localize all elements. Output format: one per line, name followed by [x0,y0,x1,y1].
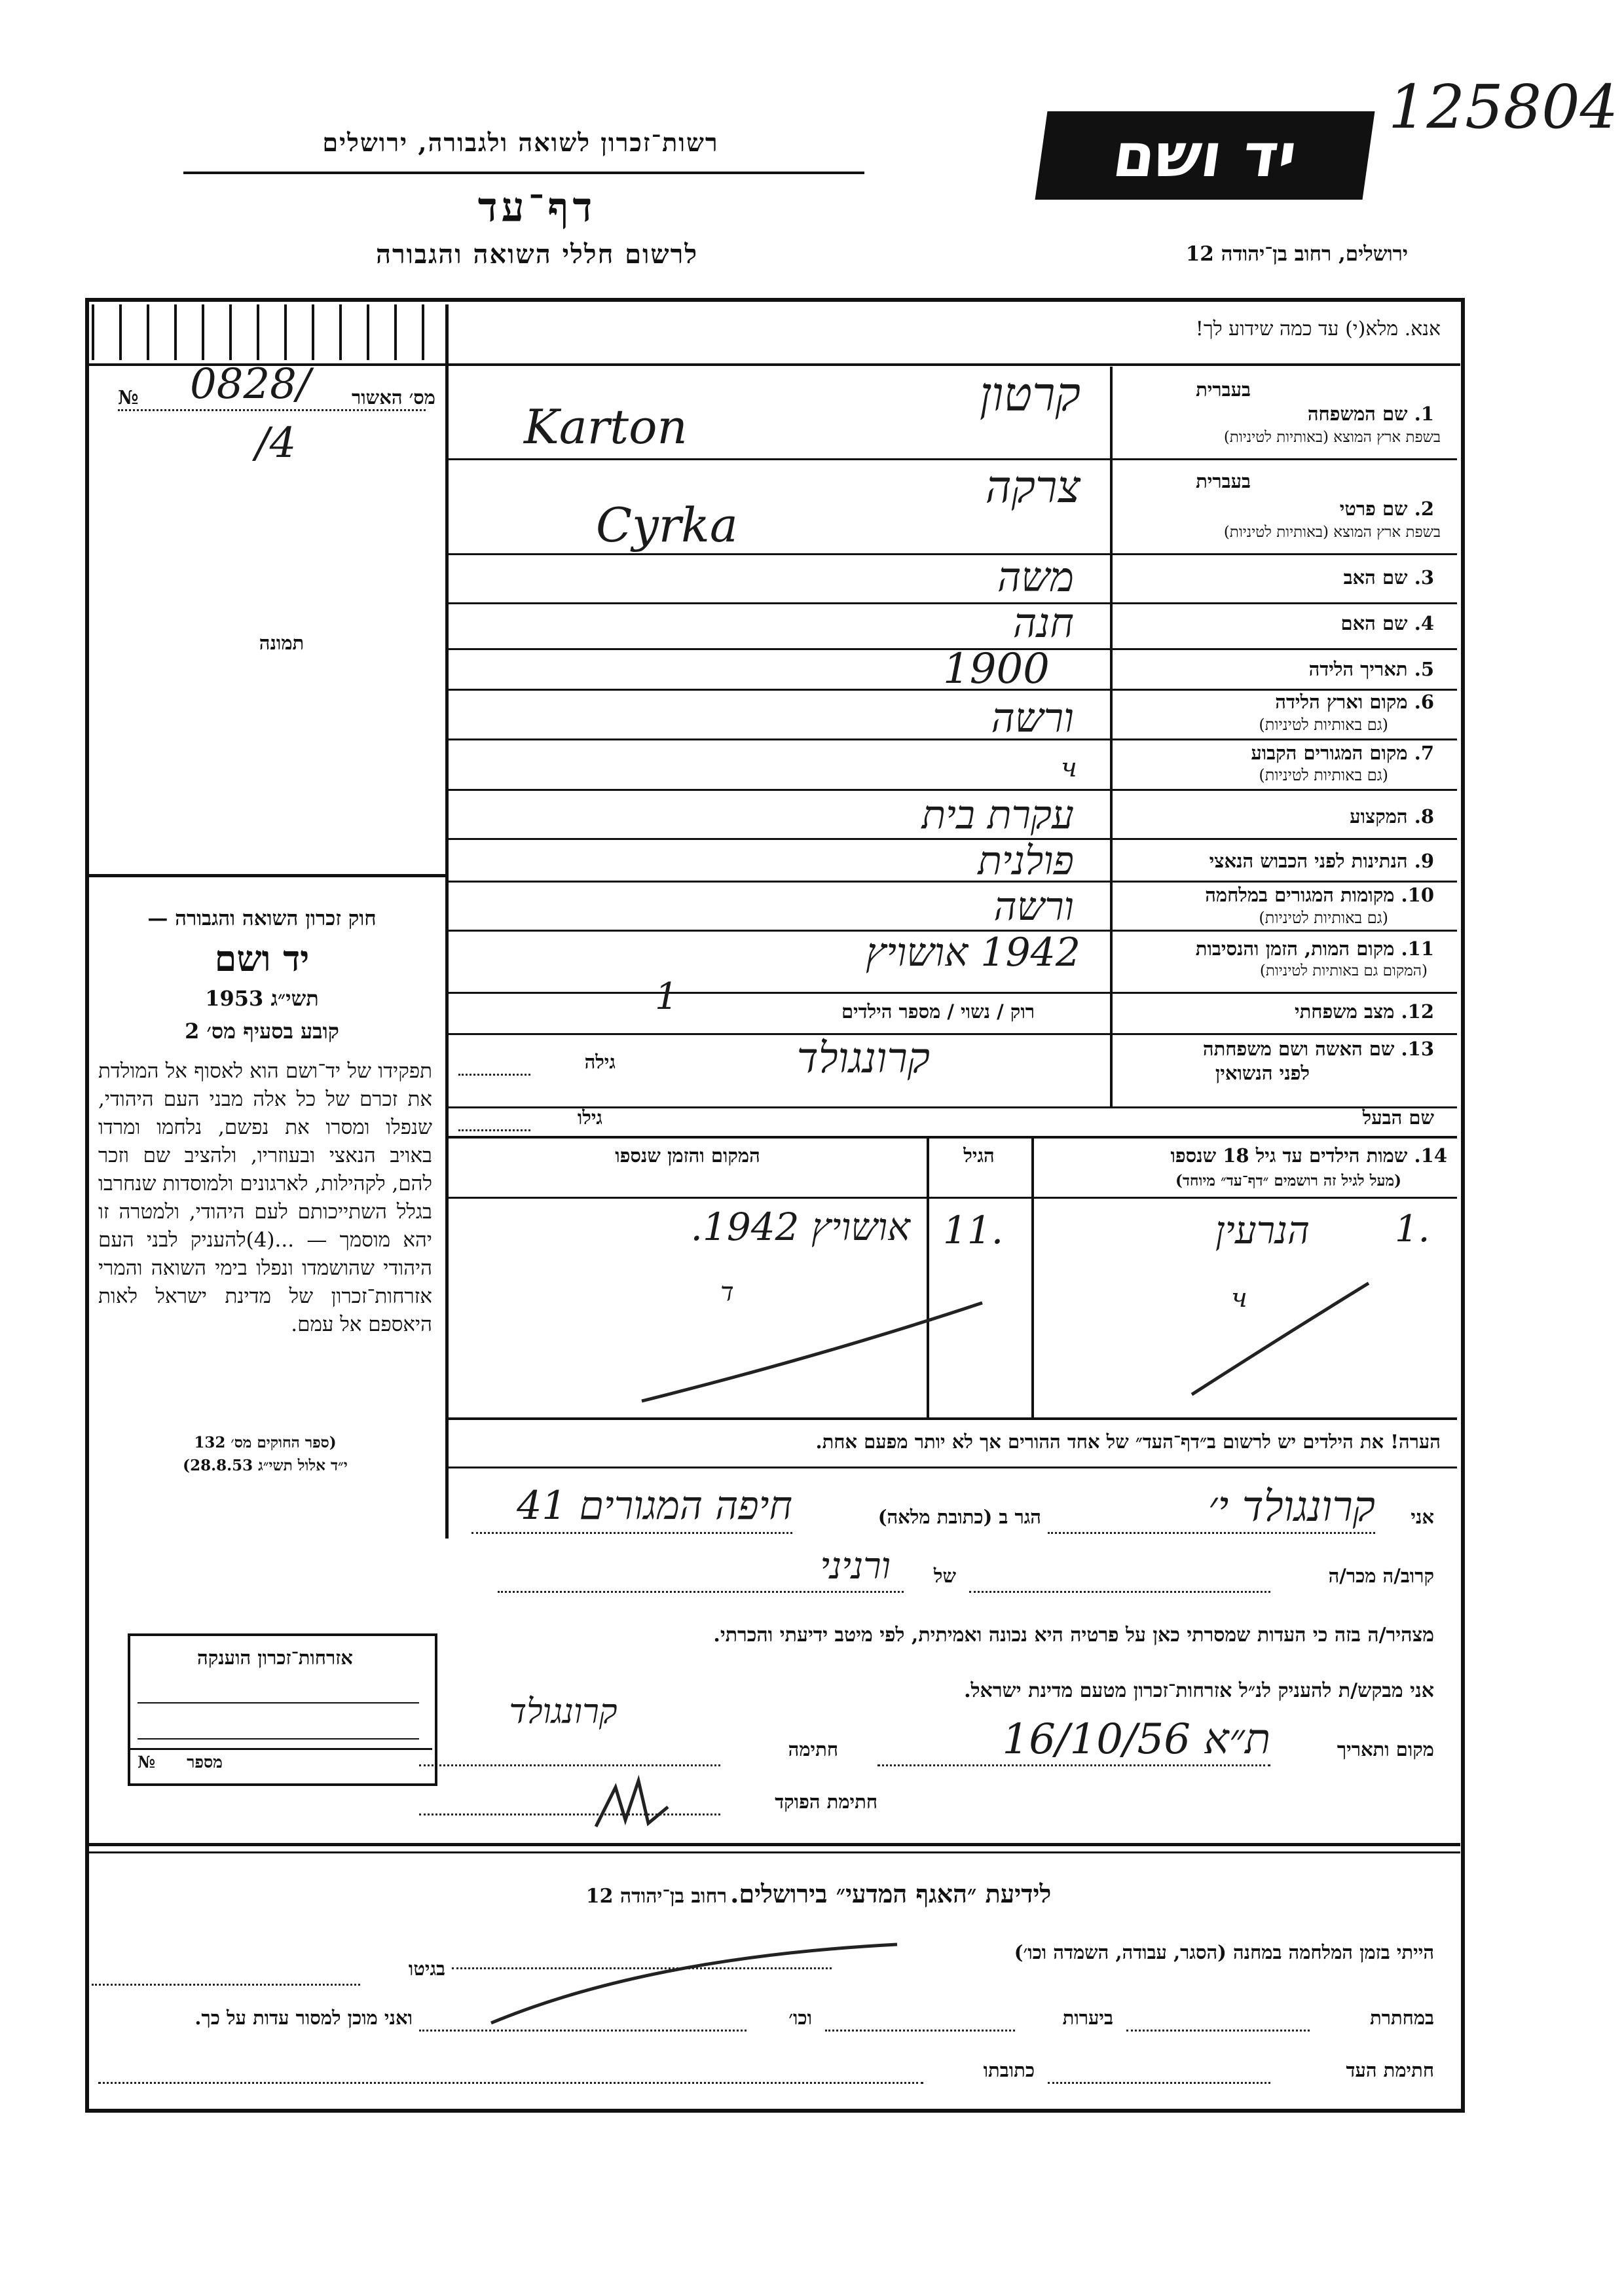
field-1-num: 1. [1414,403,1434,425]
child-1-place: אושויץ 1942. [690,1205,910,1249]
law-year: תשי״ג 1953 [205,986,319,1011]
field-2-title: שם פרטי [1339,498,1408,520]
children-strike [629,1244,1388,1408]
number-sign: № [118,386,139,409]
field-6-value: ורשה [991,694,1074,742]
form-subtitle: לרשום חללי השואה והגבורה [375,239,699,270]
field-2-num: 2. [1414,498,1434,520]
law-ref-2: י״ד אלול תשי״ג 28.8.53) [183,1457,348,1474]
field-12-label: 12. מצב משפחתי [1295,1000,1434,1023]
field-3-value: משה [997,553,1074,601]
footer-ready: ואני מוכן למסור עדות על כך. [194,2007,413,2029]
footer-address: רחוב בן־יהודה 12 [585,1885,728,1908]
approval-number: 0828/ [190,360,311,409]
law-name: יד ושם [214,938,310,979]
field-1-value-hebrew: קרטון [979,367,1080,422]
field-2-hebrew-tag: בעברית [1196,470,1251,492]
footer-etc: וכו׳ [788,2007,812,2029]
wife-age-label: גילה [584,1051,616,1073]
footer-address-label: כתובתו [983,2059,1035,2081]
authority-underline [183,172,864,174]
top-tick-strip [92,304,439,360]
footer-line-1: הייתי בזמן המלחמה במחנה (הסגר, עבודה, השמדה וכו׳) [1014,1941,1434,1963]
footer-title [458,1879,1179,1909]
field-7-label: 7. מקום המגורים הקבוע [1251,742,1434,764]
field-10-sub: (גם באותיות לטיניות) [1259,909,1388,927]
field-3-label: 3. שם האב [1343,566,1434,589]
approval-label: מס׳ האשור [352,386,435,409]
law-ref-1: (ספר החוקים מס׳ 132 [194,1434,337,1451]
witness-i-value: קרונגולד י׳ [1208,1483,1375,1531]
record-number: 125804 [1388,72,1619,142]
field-5-label: 5. תאריך הלידה [1308,658,1434,680]
field-9-label: 9. הנתינות לפני הכבוש הנאצי [1209,850,1434,872]
citizenship-number-sign: № [138,1753,156,1772]
footer-ghetto: בגיטו [408,1958,445,1980]
law-text: תפקידו של יד־ושם הוא לאסוף אל המולדת את זכרם של כל אלה מבני העם היהודי, שנפלו ומסרו את נפשם, נלחמו ומרדו באויב הנאצי ובעוזריו, ולהציב שם וזכר להם, לקהילות, לארגונים ולמוסדות שנחרבו בגלל השתייכותם לעם היהודי, ולמטרה זו יהא מוסמך — ...(4)להעניק לבני העם היהודי שהושמדו ונפלו בימי השואה והמרי אזרחות־זכרון של מדינת ישראל לאות היאספם אל עמם. [98,1059,432,1336]
footer-forests: ביערות [1062,2007,1113,2029]
field-1-hebrew-tag: בעברית [1196,378,1251,401]
footer-witness-signature: חתימת העד [1346,2059,1434,2081]
witness-relation-value: ורניני [820,1545,891,1588]
field-1-origin: בשפת ארץ המוצא (באותיות לטיניות) [1223,429,1441,446]
footer-underground: במחתרת [1370,2007,1434,2029]
field-2-value-latin: Cyrka [596,498,738,553]
field-11-label: 11. מקום המות, הזמן והנסיבות [1195,938,1434,960]
header-address: ירושלים, רחוב בן־יהודה 12 [1185,242,1408,266]
husband-label: שם הבעל [1362,1106,1434,1129]
field-13-sub: לפני הנשואין [1215,1062,1310,1084]
field-2-origin: בשפת ארץ המוצא (באותיות לטיניות) [1223,524,1441,541]
witness-relation-label: קרוב/ה מכר/ה [1328,1565,1434,1587]
field-12-value: 1 [655,975,678,1018]
footer-title-main: לידיעת ״האגף המדעי״ בירושלים. [730,1879,1052,1908]
field-7-sub: (גם באותיות לטיניות) [1259,766,1388,784]
field-11-sub: (המקום גם באותיות לטיניות) [1259,962,1428,979]
instructions: אנא. מלא(י) עד כמה שידוע לך! [1195,318,1441,340]
child-2-place: ד [720,1277,734,1307]
field-12-options: רוק / נשוי / מספר הילדים [841,1000,1035,1023]
field-1-title: שם המשפחה [1307,403,1408,425]
field-10-label: 10. מקומות המגורים במלחמה [1205,884,1434,906]
children-sub: (מעל לגיל זה רושמים ״דף־עד״ מיוחד) [1175,1172,1401,1190]
field-4-value: חנה [1012,599,1074,647]
law-title: חוק זכרון השואה והגבורה — [147,907,377,930]
signature-label: חתימה [788,1738,838,1760]
children-label: 14. שמות הילדים עד גיל 18 שנספו [1170,1144,1447,1167]
field-1-value-latin: Karton [524,399,688,454]
witness-address: חיפה המגורים 41 [517,1483,792,1529]
child-1-index: 1. [1395,1208,1430,1250]
field-10-value: ורשה [993,884,1074,930]
witness-declaration: מצהיר/ה בזה כי העדות שמסרתי כאן על פרטיה היא נכונה ואמיתית, לפי מיטב ידיעתי והכרתי. [713,1624,1434,1647]
logo-text: יד ושם [1109,120,1301,191]
officer-label: חתימת הפוקד [775,1791,877,1813]
field-1-label [1120,403,1434,426]
field-7-value: ч [1061,753,1077,783]
authority-name: רשות־זכרון לשואה ולגבורה, ירושלים [322,128,719,157]
field-13-value: קרונגולד [796,1034,930,1083]
citizenship-title: אזרחות־זכרון הוענקה [197,1647,353,1669]
field-13-label: 13. שם האשה ושם משפחתה [1202,1038,1434,1060]
yad-vashem-logo [1035,111,1375,200]
child-1-name: הנרעין [1215,1208,1310,1252]
footer-strike [485,1931,904,2030]
child-1-age: 11. [943,1208,1004,1252]
citizenship-number-label: מספר [187,1753,223,1772]
field-8-value: עקרת בית [921,792,1074,838]
field-9-value: פולנית [978,838,1074,884]
children-age-header: הגיל [963,1144,995,1167]
children-place-header: המקום והזמן שנספו [615,1144,760,1167]
place-date-value: ת״א 16/10/56 [1002,1715,1270,1764]
officer-signature [589,1768,681,1840]
husband-age-label: גילו [577,1106,602,1129]
field-2-value-hebrew: צרקה [985,462,1080,513]
field-8-label: 8. המקצוע [1350,805,1434,828]
field-5-value: 1900 [943,645,1050,693]
field-6-sub: (גם באותיות לטיניות) [1259,716,1388,734]
note-text: הערה! את הילדים יש לרשום ב״דף־העד״ של אחד ההורים אך לא יותר מפעם אחת. [815,1430,1441,1453]
form-title: דף־עד [477,183,597,231]
field-11-value: 1942 אושויץ [866,930,1080,975]
witness-i-label: אני [1411,1506,1434,1528]
law-section: קובע בסעיף מס׳ 2 [185,1019,339,1044]
field-4-label: 4. שם האם [1340,612,1434,634]
child-2-name: ч [1231,1283,1247,1313]
approval-sub: /4 [255,419,297,467]
signature-value: קרונגולד [509,1692,618,1732]
field-2-label [1120,498,1434,520]
place-date-label: מקום ותאריך [1337,1738,1434,1760]
field-6-label: 6. מקום וארץ הלידה [1275,691,1434,713]
witness-request: אני מבקש/ת להעניק לנ״ל אזרחות־זכרון מטעם מדינת ישראל. [964,1679,1434,1702]
photo-label: תמונה [259,632,304,654]
witness-residing-label: הגר ב (כתובת מלאה) [877,1506,1041,1528]
witness-of-label: של [933,1565,956,1587]
